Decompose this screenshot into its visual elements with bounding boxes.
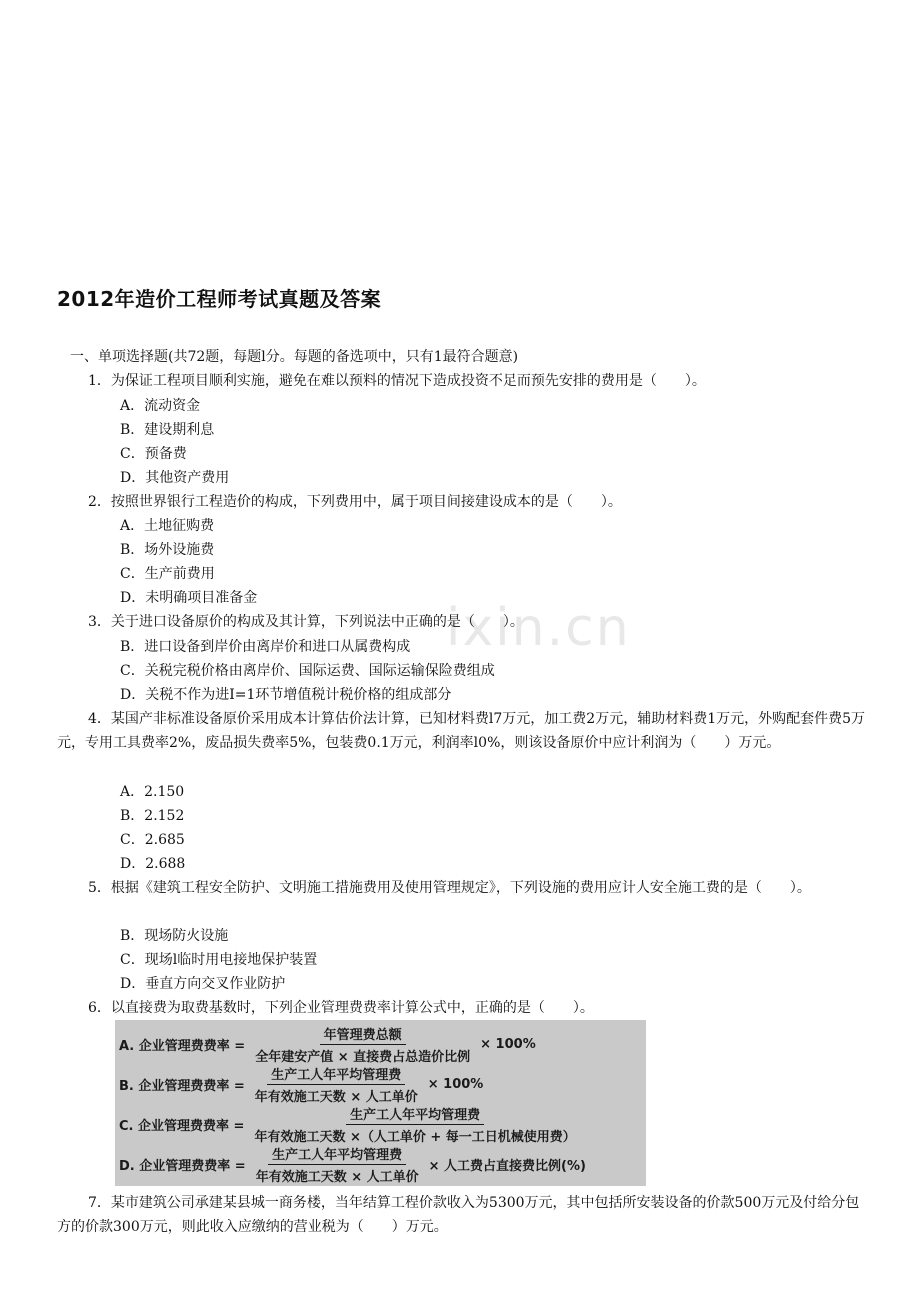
question-5-stem: 5．根据《建筑工程安全防护、文明施工措施费用及使用管理规定》，下列设施的费用应计人安全施工费的是（ ）。: [88, 880, 811, 896]
question-6-stem: 6．以直接费为取费基数时，下列企业管理费费率计算公式中，正确的是（ ）。: [88, 1000, 594, 1016]
formula-b-suffix: × 100%: [427, 1077, 484, 1092]
q3-option-c: C．关税完税价格由离岸价、国际运费、国际运输保险费组成: [120, 663, 495, 679]
formula-a-numerator: 年管理费总额: [320, 1024, 406, 1045]
q1-option-b: B．建设期利息: [120, 422, 215, 438]
page-title: 2012年造价工程师考试真题及答案: [57, 287, 382, 311]
formula-c: [119, 1104, 586, 1145]
section-intro: 一、单项选择题(共72题，每题l分。每题的备选项中，只有1最符合题意): [70, 349, 519, 365]
q3-option-b: B．进口设备到岸价由离岸价和进口从属费构成: [120, 639, 411, 655]
q4-option-a: A．2.150: [120, 784, 185, 800]
formula-a-denominator: 全年建安产值 × 直接费占总造价比例: [255, 1050, 471, 1065]
formula-c-label: C. 企业管理费费率 =: [119, 1119, 245, 1134]
question-3-stem: 3．关于进口设备原价的构成及其计算，下列说法中正确的是（ ）。: [88, 614, 524, 630]
q4-option-b: B．2.152: [120, 808, 185, 824]
q5-option-c: C．现场l临时用电接地保护装置: [120, 952, 318, 968]
formula-d-denominator: 年有效施工天数 × 人工单价: [255, 1170, 419, 1185]
q1-option-a: A．流动资金: [120, 398, 201, 414]
formula-c-fraction: [250, 1104, 579, 1145]
formula-b-denominator: 年有效施工天数 × 人工单价: [254, 1090, 418, 1105]
question-7-stem: 7．某市建筑公司承建某县城一商务楼，当年结算工程价款收入为5300万元，其中包括所安装设备的价款500万元及付给分包方的价款300万元，则此收入应缴纳的营业税为（ ）万元。: [57, 1195, 860, 1235]
formula-image: [115, 1020, 646, 1186]
formula-a-suffix: × 100%: [480, 1037, 536, 1052]
formula-d: [119, 1144, 586, 1185]
q2-option-d: D．未明确项目准备金: [120, 590, 258, 606]
q2-option-a: A．土地征购费: [120, 518, 215, 534]
formula-c-denominator: 年有效施工天数 ×（人工单价 + 每一工日机械使用费）: [254, 1130, 576, 1145]
q2-option-c: C．生产前费用: [120, 566, 215, 582]
formula-a: [119, 1024, 536, 1065]
formula-c-numerator: 生产工人年平均管理费: [346, 1104, 484, 1125]
q4-option-c: C．2.685: [120, 832, 185, 848]
formula-b-numerator: 生产工人年平均管理费: [267, 1064, 405, 1085]
q1-option-d: D．其他资产费用: [120, 470, 230, 486]
q5-option-d: D．垂直方向交叉作业防护: [120, 976, 286, 992]
formula-b-fraction: [251, 1064, 422, 1105]
formula-a-fraction: [251, 1024, 474, 1065]
formula-d-label: D. 企业管理费费率 =: [119, 1159, 246, 1174]
q2-option-b: B．场外设施费: [120, 542, 215, 558]
formula-b: [119, 1064, 483, 1105]
formula-b-label: B. 企业管理费费率 =: [119, 1079, 245, 1094]
q1-option-c: C．预备费: [120, 446, 187, 462]
q3-option-d: D．关税不作为进I=1环节增值税计税价格的组成部分: [120, 687, 452, 703]
formula-d-numerator: 生产工人年平均管理费: [268, 1144, 406, 1165]
formula-d-suffix: × 人工费占直接费比例(%): [428, 1159, 586, 1174]
question-2-stem: 2．按照世界银行工程造价的构成，下列费用中，属于项目间接建设成本的是（ ）。: [88, 494, 622, 510]
formula-d-fraction: [252, 1144, 423, 1185]
watermark: ixin.cn: [446, 598, 631, 658]
question-1-stem: 1．为保证工程项目顺利实施，避免在难以预料的情况下造成投资不足而预先安排的费用是（ ）。: [88, 373, 706, 389]
formula-a-label: A. 企业管理费费率 =: [119, 1039, 246, 1054]
question-4-stem: 4．某国产非标准设备原价采用成本计算估价法计算，已知材料费l7万元，加工费2万元，辅助材料费1万元，外购配套件费5万元，专用工具费率2%，废品损失费率5%，包装费0.1万元，利润率l0%，则该设备原价中应计利润为（ ）万元。: [57, 711, 866, 751]
q4-option-d: D．2.688: [120, 856, 186, 872]
q5-option-b: B．现场防火设施: [120, 928, 229, 944]
